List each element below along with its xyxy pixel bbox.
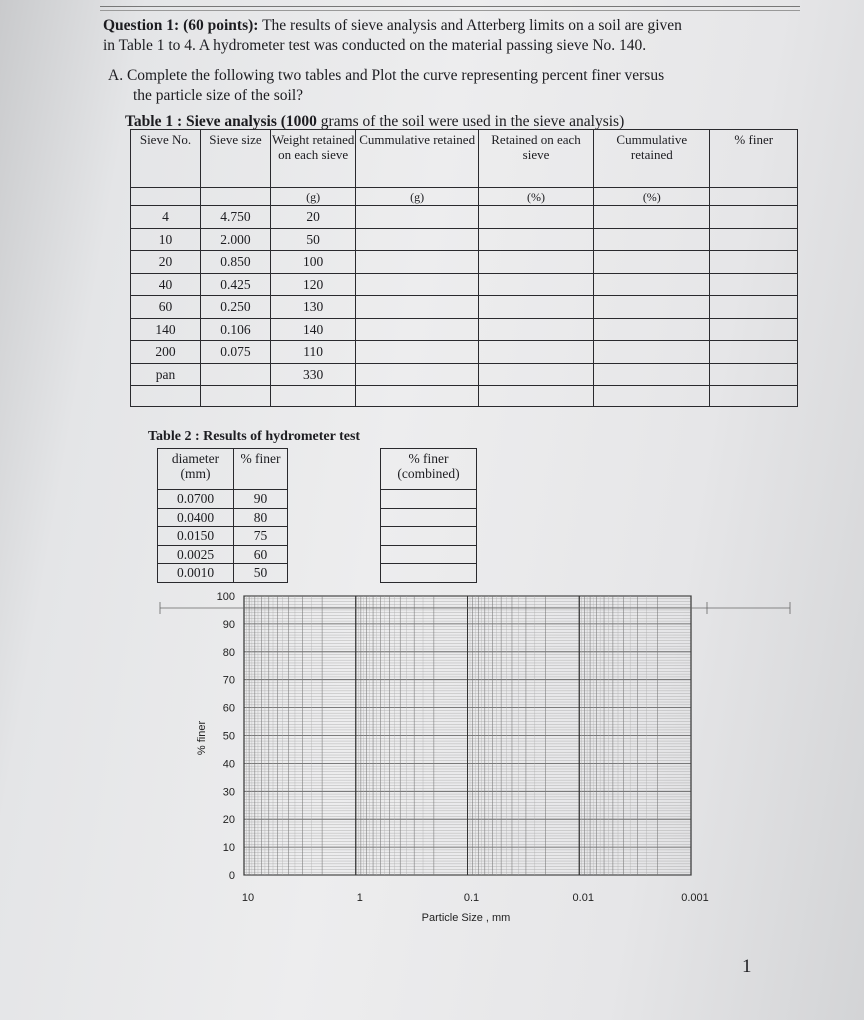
part-a-text: A. Complete the following two tables and Plot the curve representing percent finer versus [108,67,665,84]
diameter: 0.0700 [158,490,234,509]
table1-header-cum-retained-g: Cummulative retained [356,130,478,188]
blank-cell[interactable] [594,251,710,274]
table2-gap [288,545,381,564]
question-label: Question 1: (60 points): [103,17,259,34]
sieve-size: 0.425 [200,273,270,296]
table1-unit: (g) [356,188,478,206]
sieve-size: 0.075 [200,341,270,364]
x-tick-label: 0.1 [463,892,480,904]
y-tick-label: 10 [222,842,235,855]
table1-header-weight: Weight retained on each sieve [270,130,355,188]
blank-cell[interactable] [594,318,710,341]
table1-header-retained-pct: Retained on each sieve [478,130,593,188]
blank-cell[interactable] [478,273,593,296]
diameter: 0.0010 [158,564,234,583]
table1-caption-rest: grams of the soil were used in the sieve analysis) [320,113,625,130]
y-tick-label: 100 [216,591,235,603]
table-row [131,341,798,364]
table1-unit [131,188,201,206]
blank-cell[interactable] [356,363,478,386]
sieve-analysis-table [130,129,798,407]
x-tick-label: 10 [241,892,255,904]
y-tick-label: 40 [222,758,235,771]
table1-header-sieve-no: Sieve No. [131,130,201,188]
blank-cell[interactable] [478,228,593,251]
chart-grid [160,596,790,875]
sieve-no: 4 [131,206,201,229]
blank-cell[interactable] [356,273,478,296]
table1-unit: (%) [478,188,593,206]
table-row [131,318,798,341]
table-row [158,527,477,546]
blank-cell[interactable] [478,386,593,407]
blank-cell[interactable] [356,206,478,229]
blank-cell[interactable] [594,341,710,364]
table-row [131,228,798,251]
blank-cell[interactable] [356,251,478,274]
y-tick-label: 70 [222,674,235,687]
table2-gap [288,490,381,509]
diameter: 0.0400 [158,508,234,527]
blank-cell[interactable] [594,386,710,407]
part-a-continuation: the particle size of the soil? [133,87,304,104]
table1-header-cum-retained-pct: Cummulative retained [594,130,710,188]
blank-cell[interactable] [200,386,270,407]
blank-cell[interactable] [381,490,477,509]
question-text [103,16,783,56]
table-row [158,545,477,564]
table2-gap [288,508,381,527]
y-axis-label: % finer [196,720,208,756]
table-row [131,273,798,296]
blank-cell[interactable] [478,341,593,364]
y-tick-label: 20 [222,814,235,827]
table1-header-pct-finer: % finer [710,130,798,188]
blank-cell[interactable] [478,318,593,341]
weight-retained: 100 [270,251,355,274]
grain-size-chart [0,580,864,930]
blank-cell[interactable] [710,341,798,364]
blank-cell[interactable] [710,318,798,341]
pct-finer: 60 [234,545,288,564]
blank-cell[interactable] [356,341,478,364]
blank-cell[interactable] [710,363,798,386]
sieve-no: 140 [131,318,201,341]
x-tick-label: 0.01 [572,892,594,904]
y-tick-label: 50 [222,730,235,743]
table1-unit [710,188,798,206]
blank-cell[interactable] [710,296,798,319]
blank-cell[interactable] [131,386,201,407]
weight-retained: 330 [270,363,355,386]
pct-finer: 90 [234,490,288,509]
sieve-no: 10 [131,228,201,251]
blank-cell[interactable] [356,228,478,251]
blank-cell[interactable] [356,386,478,407]
pct-finer: 80 [234,508,288,527]
x-axis-label: Particle Size , mm [421,912,511,924]
blank-cell[interactable] [356,318,478,341]
table2-header-combined: % finer (combined) [381,449,477,490]
table1-unit: (%) [594,188,710,206]
blank-cell[interactable] [710,206,798,229]
weight-retained: 110 [270,341,355,364]
y-tick-label: 0 [228,870,235,882]
table1-header-sieve-size: Sieve size [200,130,270,188]
blank-cell[interactable] [270,386,355,407]
y-tick-label: 30 [222,786,235,799]
blank-cell[interactable] [478,206,593,229]
blank-cell[interactable] [594,228,710,251]
sieve-size: 2.000 [200,228,270,251]
blank-cell[interactable] [594,273,710,296]
table-row [131,363,798,386]
hydrometer-table [157,448,477,583]
blank-cell[interactable] [356,296,478,319]
table2-header-diameter: diameter (mm) [158,449,234,490]
table2-gap [288,527,381,546]
pct-finer: 75 [234,527,288,546]
blank-cell[interactable] [710,273,798,296]
sieve-no: 40 [131,273,201,296]
table-row [131,386,798,407]
sieve-size [200,363,270,386]
blank-cell[interactable] [381,545,477,564]
blank-cell[interactable] [478,296,593,319]
blank-cell[interactable] [710,386,798,407]
x-tick-label: 1 [356,892,363,904]
weight-retained: 130 [270,296,355,319]
table2-header-pct-finer: % finer [234,449,288,490]
question-line1: The results of sieve analysis and Atterberg limits on a soil are given [262,17,682,34]
sieve-size: 0.106 [200,318,270,341]
blank-cell[interactable] [710,251,798,274]
blank-cell[interactable] [381,508,477,527]
x-tick-label: 0.001 [681,892,709,904]
weight-retained: 120 [270,273,355,296]
diameter: 0.0025 [158,545,234,564]
y-tick-label: 80 [222,646,235,659]
diameter: 0.0150 [158,527,234,546]
pct-finer: 50 [234,564,288,583]
table-row [131,206,798,229]
blank-cell[interactable] [478,363,593,386]
y-tick-label: 60 [222,702,235,715]
weight-retained: 20 [270,206,355,229]
table1-caption-bold: Table 1 : Sieve analysis (1000 [125,113,317,130]
sieve-size: 0.250 [200,296,270,319]
weight-retained: 140 [270,318,355,341]
table2-caption: Table 2 : Results of hydrometer test [148,429,361,444]
sieve-no: pan [131,363,201,386]
blank-cell[interactable] [594,206,710,229]
sieve-size: 4.750 [200,206,270,229]
table-row [131,296,798,319]
table-row [158,508,477,527]
table-row [131,251,798,274]
table1-unit: (g) [270,188,355,206]
header-rule [100,6,800,11]
y-tick-label: 90 [222,618,235,631]
weight-retained: 50 [270,228,355,251]
table1-unit [200,188,270,206]
page-number: 1 [742,956,752,977]
blank-cell[interactable] [710,228,798,251]
sieve-size: 0.850 [200,251,270,274]
question-line2: in Table 1 to 4. A hydrometer test was conducted on the material passing sieve No. 140. [103,37,647,54]
sieve-no: 200 [131,341,201,364]
blank-cell[interactable] [594,296,710,319]
blank-cell[interactable] [594,363,710,386]
table2-gap [288,449,381,490]
blank-cell[interactable] [381,527,477,546]
sieve-no: 60 [131,296,201,319]
sieve-no: 20 [131,251,201,274]
table-row [158,490,477,509]
blank-cell[interactable] [478,251,593,274]
